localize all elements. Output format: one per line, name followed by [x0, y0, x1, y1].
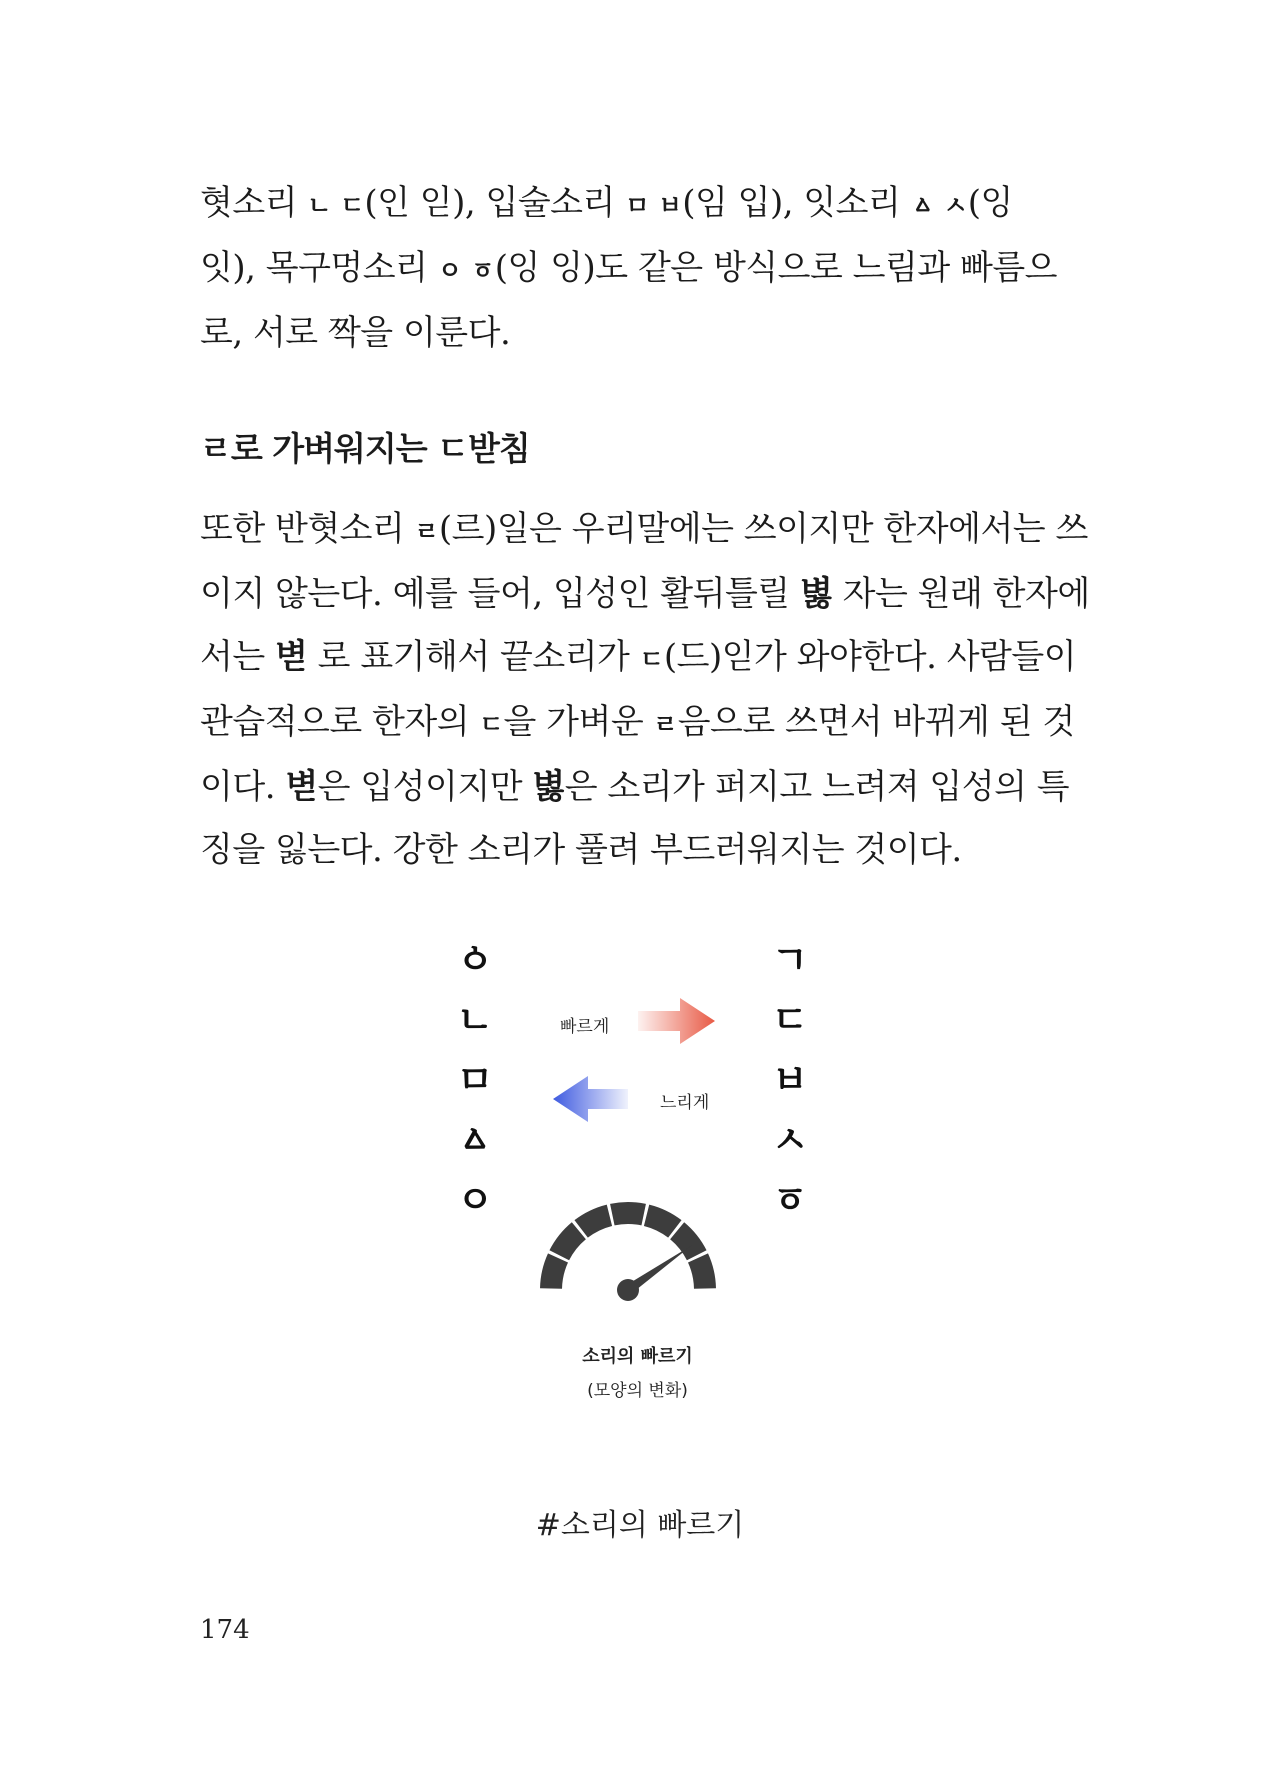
paragraph-2-line-2: 이지 않는다. 예를 들어, 입성인 활뒤틀릴 볋 자는 원래 한자에: [200, 574, 1090, 614]
paragraph-2-line-4: 관습적으로 한자의 ㄷ을 가벼운 ㄹ음으로 쓰면서 바뀌게 된 것: [200, 702, 1075, 742]
jamo: ㄷ: [479, 710, 504, 739]
right-glyph: ㄱ: [771, 938, 809, 982]
left-glyph: ㆁ: [456, 938, 494, 982]
bold-syllable: 볃: [285, 767, 318, 807]
gauge-segment: [670, 1222, 706, 1260]
right-glyph: ㅅ: [771, 1118, 809, 1162]
right-glyph: ㄷ: [771, 998, 809, 1042]
gauge-segment: [540, 1253, 568, 1288]
paragraph-1-line-1: 혓소리 ㄴ ㄷ(인 읻), 입술소리 ㅁ ㅂ(임 입), 잇소리 ㅿ ㅅ(잉: [200, 183, 1013, 223]
jamo: ㄷ: [639, 645, 664, 674]
bold-syllable: 볋: [799, 574, 833, 614]
left-glyph: ㅁ: [456, 1058, 494, 1102]
left-glyph: ㄴ: [456, 998, 494, 1042]
paragraph-2-line-1: 또한 반혓소리 ㄹ(르)일은 우리말에는 쓰이지만 한자에서는 쓰: [200, 509, 1088, 549]
page-number: 174: [200, 1615, 250, 1645]
speedometer-icon: [540, 1202, 716, 1301]
paragraph-2-line-5: 이다. 볃은 입성이지만 볋은 소리가 퍼지고 느려져 입성의 특: [200, 767, 1070, 807]
slow-arrow-icon: [553, 1076, 628, 1122]
left-glyph: ㅇ: [456, 1178, 494, 1222]
fast-label: 빠르게: [560, 1017, 610, 1037]
section-heading: ㄹ로 가벼워지는 ㄷ받침: [200, 429, 530, 468]
paragraph-2-line-3: 서는 볃 로 표기해서 끝소리가 ㄷ(드)읻가 와야한다. 사람들이: [200, 637, 1077, 677]
right-glyph: ㅂ: [771, 1058, 809, 1102]
gauge-segment: [574, 1205, 612, 1238]
right-glyph: ㆆ: [771, 1178, 809, 1222]
gauge-segment: [644, 1205, 682, 1238]
bold-syllable: 볋: [532, 767, 565, 807]
jamo: ㄹ: [414, 517, 439, 546]
gauge-hub: [617, 1279, 639, 1301]
shape-label: (모양의 변화): [587, 1381, 688, 1401]
jamo-pair: ㅁ ㅂ: [625, 191, 683, 220]
paragraph-2: [200, 498, 1100, 882]
left-glyph: ㅿ: [456, 1118, 494, 1162]
gauge-needle: [625, 1245, 692, 1294]
jamo-pair: ㅿ ㅅ: [910, 191, 968, 220]
paragraph-2-line-6: 징을 잃는다. 강한 소리가 풀려 부드러워지는 것이다.: [200, 830, 962, 870]
paragraph-1: [200, 172, 1100, 365]
speed-label: 소리의 빠르기: [582, 1346, 693, 1367]
paragraph-1-line-2: 잇), 목구멍소리 ㅇ ㆆ(잉 잉)도 같은 방식으로 느림과 빠름으: [200, 248, 1058, 288]
paragraph-1-line-3: 로, 서로 짝을 이룬다.: [200, 313, 511, 353]
gauge-segment: [610, 1202, 646, 1225]
jamo-pair: ㅇ ㆆ: [437, 256, 495, 285]
fast-arrow-icon: [638, 998, 715, 1044]
jamo: ㄹ: [653, 710, 678, 739]
gauge-segment: [549, 1222, 585, 1260]
slow-label: 느리게: [660, 1093, 710, 1113]
bold-syllable: 볃: [275, 637, 308, 677]
gauge-segment: [688, 1253, 716, 1288]
hashtag: #소리의 빠르기: [535, 1508, 745, 1543]
jamo-pair: ㄴ ㄷ: [307, 191, 365, 220]
